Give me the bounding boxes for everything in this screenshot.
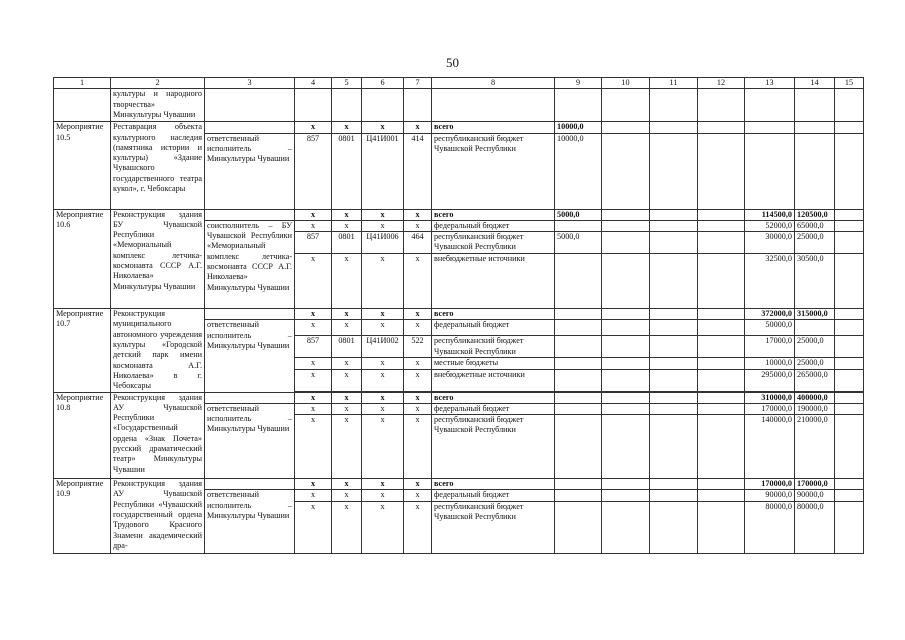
value-cell: 114500,0 (745, 209, 795, 220)
header-cell: 2 (111, 78, 205, 89)
value-cell: 10000,0 (745, 358, 795, 369)
cell: х (332, 490, 362, 501)
header-cell: 14 (795, 78, 835, 89)
cell: х (362, 309, 404, 320)
cell: 0801 (332, 336, 362, 358)
cell: х (404, 490, 432, 501)
header-cell: 11 (650, 78, 698, 89)
page-number: 50 (446, 55, 459, 70)
header-cell: 4 (295, 78, 332, 89)
cell: х (332, 501, 362, 553)
header-cell: 1 (54, 78, 111, 89)
value-cell: 90000,0 (745, 490, 795, 501)
cell: х (332, 403, 362, 414)
cell: х (362, 479, 404, 490)
header-cell: 9 (555, 78, 602, 89)
cell: х (295, 254, 332, 309)
cell: х (404, 209, 432, 220)
cell: 857 (295, 336, 332, 358)
executor: ответственный исполнитель – Минкультуры Чувашии (205, 490, 295, 553)
executor: ответственный исполнитель – Минкультуры Чувашии (205, 403, 295, 478)
cell: х (295, 501, 332, 553)
executor: соисполнитель – БУ Чувашской Республики «Мемориальный комплекс летчика-космонавта СССР А.Г. Николаева» Минкультуры Чувашии (205, 220, 295, 308)
value-cell: 5000,0 (555, 209, 602, 220)
header-cell: 7 (404, 78, 432, 89)
cell: х (332, 122, 362, 133)
header-cell: 3 (205, 78, 295, 89)
cell: х (404, 501, 432, 553)
table-row (54, 392, 864, 403)
cell: х (362, 403, 404, 414)
cell: 857 (295, 133, 332, 209)
table-row (54, 209, 864, 220)
value-cell: 10000,0 (555, 122, 602, 133)
value-cell: 10000,0 (555, 133, 602, 209)
value-cell: 265000,0 (795, 369, 835, 391)
header-cell: 13 (745, 78, 795, 89)
header-cell: 6 (362, 78, 404, 89)
header-cell: 15 (835, 78, 864, 89)
table-row (54, 122, 864, 133)
cell: х (362, 490, 404, 501)
cell: х (332, 415, 362, 479)
value-cell: 210000,0 (795, 415, 835, 479)
value-cell: 32500,0 (745, 254, 795, 309)
cell: х (404, 320, 432, 336)
cell: х (404, 309, 432, 320)
cell: х (295, 122, 332, 133)
cell: х (295, 403, 332, 414)
value-cell: 65000,0 (795, 220, 835, 231)
cell: х (362, 254, 404, 309)
value-cell: 17000,0 (745, 336, 795, 358)
header-row (54, 78, 864, 89)
executor: ответственный исполнитель – Минкультуры Чувашии (205, 133, 295, 209)
value-cell: 310000,0 (745, 392, 795, 403)
cell: 0801 (332, 232, 362, 254)
cell: х (362, 415, 404, 479)
cell: х (332, 254, 362, 309)
cell: х (295, 490, 332, 501)
cell: х (404, 122, 432, 133)
source-label: всего (432, 122, 555, 133)
cell: х (332, 358, 362, 369)
cell: х (362, 122, 404, 133)
cell: Ц41И006 (362, 232, 404, 254)
event-name: Реконструкция здания БУ Чувашской Республики «Мемориальный комплекс летчика-космонавта СССР А.Г. Николаева» Минкультуры Чувашии (111, 209, 205, 309)
cell: х (362, 369, 404, 391)
source-label: республиканский бюджет Чувашской Республики (432, 232, 555, 254)
value-cell: 170000,0 (745, 479, 795, 490)
value-cell: 140000,0 (745, 415, 795, 479)
event-name: Реставрация объекта культурного наследия (памятника истории и культуры) «Здание Чувашского государственного театра кукол», г. Чебоксары (111, 122, 205, 209)
value-cell: 30000,0 (745, 232, 795, 254)
cell: Ц41И002 (362, 336, 404, 358)
cell: х (362, 209, 404, 220)
event-label: Мероприятие 10.9 (54, 479, 111, 554)
value-cell: 30500,0 (795, 254, 835, 309)
source-label: федеральный бюджет (432, 403, 555, 414)
cell: х (332, 479, 362, 490)
event-name: Реконструкция здания АУ Чувашской Республики «Государственный ордена «Знак Почета» русский драматический театр» Минкультуры Чувашии (111, 392, 205, 479)
source-label: федеральный бюджет (432, 320, 555, 336)
source-label: республиканский бюджет Чувашской Республики (432, 336, 555, 358)
cell: х (404, 358, 432, 369)
cell: 414 (404, 133, 432, 209)
value-cell: 80000,0 (795, 501, 835, 553)
cell: х (404, 479, 432, 490)
cell: х (332, 392, 362, 403)
cell: х (332, 220, 362, 231)
event-name: Реконструкция здания АУ Чувашской Республики «Чувашский государственный ордена Трудового Красного Знамени академический дра- (111, 479, 205, 554)
event-label: Мероприятие 10.7 (54, 309, 111, 392)
value-cell: 295000,0 (745, 369, 795, 391)
cell: х (362, 501, 404, 553)
source-label: всего (432, 479, 555, 490)
cell: х (295, 479, 332, 490)
value-cell: 170000,0 (795, 479, 835, 490)
cell: х (362, 220, 404, 231)
cell: х (295, 392, 332, 403)
value-cell: 315000,0 (795, 309, 835, 320)
cell: х (332, 209, 362, 220)
cell: х (295, 209, 332, 220)
header-cell: 8 (432, 78, 555, 89)
source-label: федеральный бюджет (432, 490, 555, 501)
event-label: Мероприятие 10.6 (54, 209, 111, 309)
cell: х (332, 320, 362, 336)
executor: ответственный исполнитель – Минкультуры Чувашии (205, 320, 295, 392)
cell: х (295, 309, 332, 320)
event-name: Реконструкция муниципального автономного учреждения культуры «Городской детский парк имени космонавта А.Г. Николаева» в г. Чебоксары (111, 309, 205, 392)
value-cell: 5000,0 (555, 232, 602, 254)
value-cell: 80000,0 (745, 501, 795, 553)
source-label: республиканский бюджет Чувашской Республики (432, 133, 555, 209)
cell: х (295, 415, 332, 479)
source-label: всего (432, 309, 555, 320)
value-cell: 25000,0 (795, 232, 835, 254)
header-cell: 12 (698, 78, 745, 89)
cell: х (404, 254, 432, 309)
source-label: федеральный бюджет (432, 220, 555, 231)
source-label: всего (432, 392, 555, 403)
source-label: республиканский бюджет Чувашской Республики (432, 501, 555, 553)
cell: 522 (404, 336, 432, 358)
cell: х (332, 309, 362, 320)
cell: х (362, 392, 404, 403)
cell: х (404, 220, 432, 231)
event-label: Мероприятие 10.5 (54, 122, 111, 209)
cell: х (332, 369, 362, 391)
value-cell: 50000,0 (745, 320, 795, 336)
value-cell: 25000,0 (795, 336, 835, 358)
source-label: внебюджетные источники (432, 369, 555, 391)
cell: х (404, 369, 432, 391)
header-cell: 5 (332, 78, 362, 89)
cell: х (295, 220, 332, 231)
header-cell: 10 (602, 78, 650, 89)
value-cell: 25000,0 (795, 358, 835, 369)
source-label: всего (432, 209, 555, 220)
value-cell: 372000,0 (745, 309, 795, 320)
value-cell: 400000,0 (795, 392, 835, 403)
budget-table (53, 77, 864, 554)
value-cell: 120500,0 (795, 209, 835, 220)
cell: х (404, 415, 432, 479)
source-label: местные бюджеты (432, 358, 555, 369)
table-row (54, 479, 864, 490)
cell: х (362, 358, 404, 369)
table-row (54, 89, 864, 122)
value-cell: 90000,0 (795, 490, 835, 501)
cell: 464 (404, 232, 432, 254)
event-label: Мероприятие 10.8 (54, 392, 111, 479)
cell: х (295, 369, 332, 391)
cell: 0801 (332, 133, 362, 209)
cell: х (404, 392, 432, 403)
value-cell: 190000,0 (795, 403, 835, 414)
continuation-text: культуры и народного творчества» Минкультуры Чувашии (111, 89, 205, 122)
cell: 857 (295, 232, 332, 254)
table-row (54, 309, 864, 320)
source-label: республиканский бюджет Чувашской Республики (432, 415, 555, 479)
cell: х (295, 358, 332, 369)
source-label: внебюджетные источники (432, 254, 555, 309)
cell: Ц41И001 (362, 133, 404, 209)
value-cell: 52000,0 (745, 220, 795, 231)
cell: х (362, 320, 404, 336)
cell: х (404, 403, 432, 414)
value-cell: 170000,0 (745, 403, 795, 414)
cell: х (295, 320, 332, 336)
